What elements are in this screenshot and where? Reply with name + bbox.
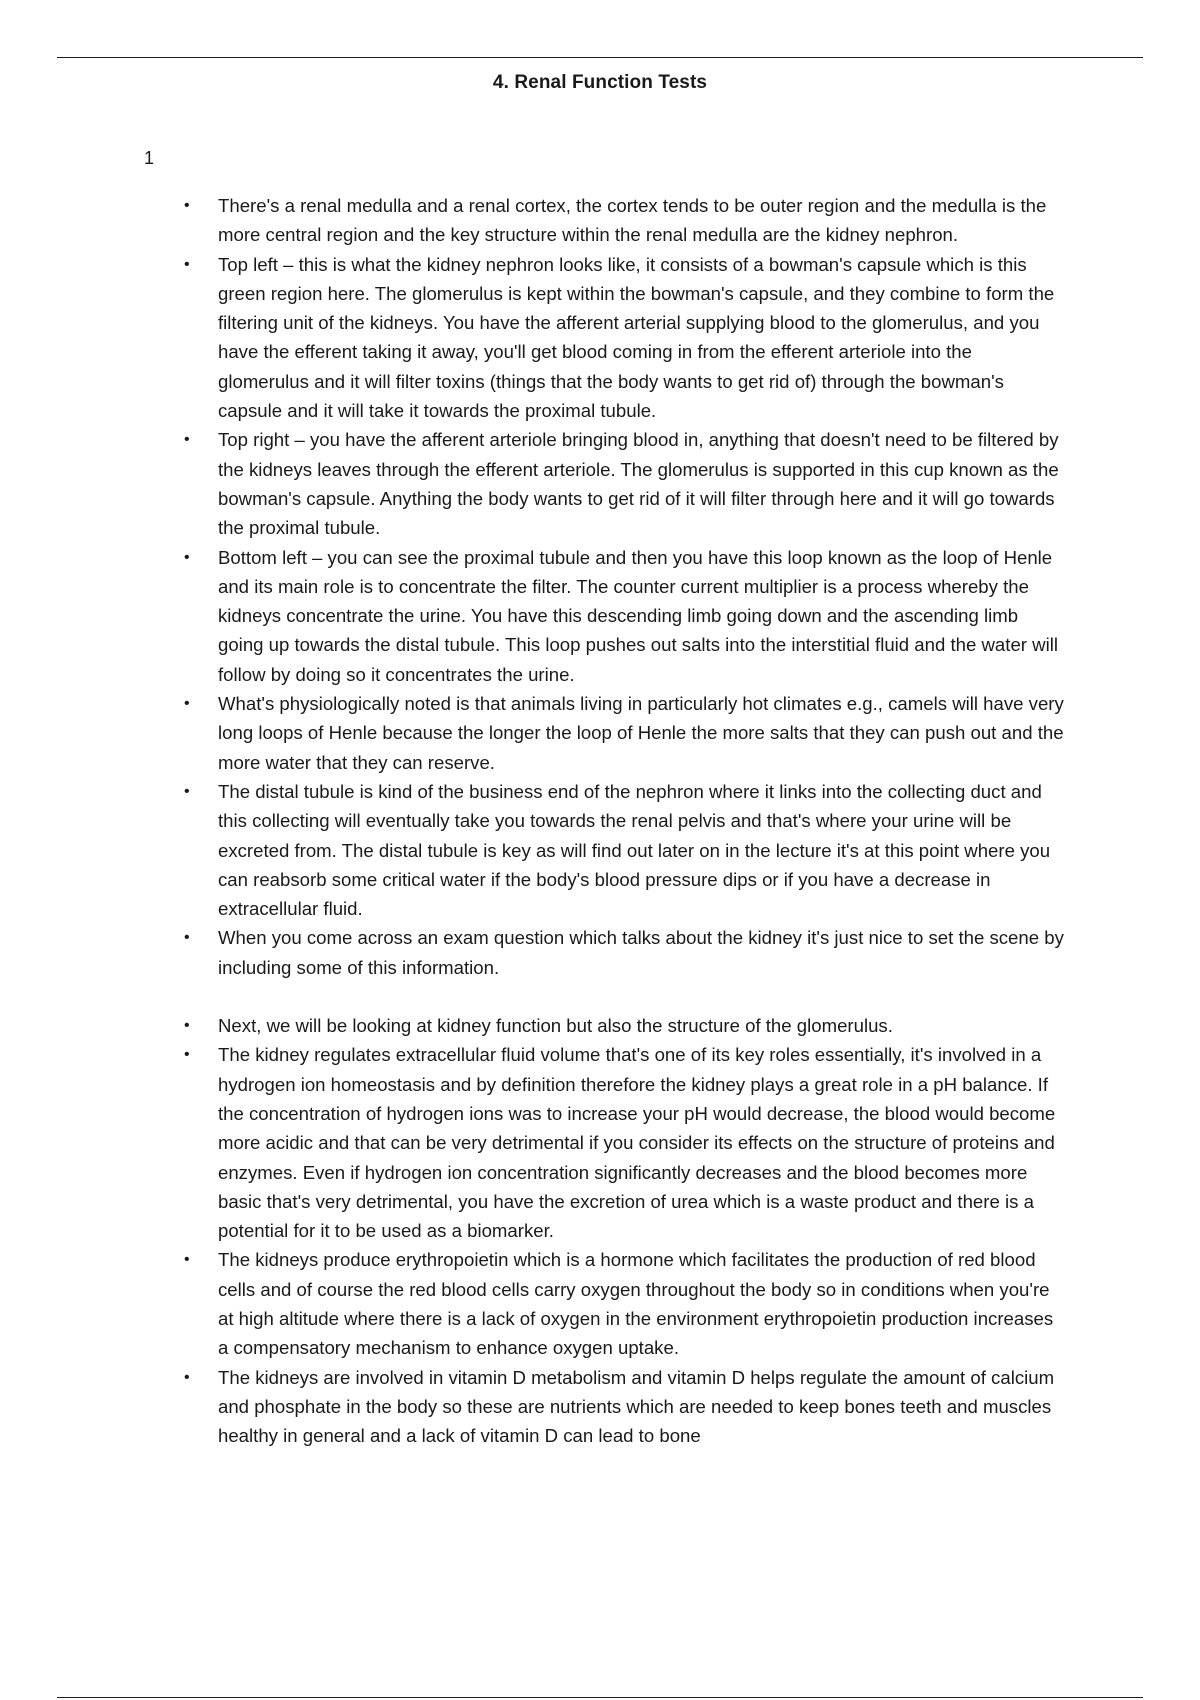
list-item [184,1363,1068,1451]
page-number: 1 [144,148,155,168]
list-item [184,777,1068,923]
bullet-icon: • [184,431,190,449]
list-item [184,1011,1068,1040]
list-item-text: Top left – this is what the kidney nephron looks like, it consists of a bowman's capsule which is this green region here. The glomerulus is kept within the bowman's capsule, and they combine to form the filtering unit of the kidneys. You have the afferent arterial supplying blood to the glomerulus, and you have the efferent taking it away, you'll get blood coming in from the efferent arteriole into the glomerulus and it will filter toxins (things that the body wants to get rid of) through the bowman's capsule and it will take it towards the proximal tubule. [218,253,1055,422]
list-item-text: The kidneys produce erythropoietin which is a hormone which facilitates the production of red blood cells and of course the red blood cells carry oxygen throughout the body so in conditions when you're at high altitude where there is a lack of oxygen in the environment erythropoietin production increases a compensatory mechanism to enhance oxygen uptake. [218,1249,1054,1359]
bullet-icon: • [184,548,190,566]
list-item [184,689,1068,777]
list-item [184,1245,1068,1362]
list-item-text: Next, we will be looking at kidney function but also the structure of the glomerulus. [218,1015,893,1037]
bullet-icon: • [184,1368,190,1386]
list-item [184,1040,1068,1245]
list-item-text: There's a renal medulla and a renal cortex, the cortex tends to be outer region and the medulla is the more central region and the key structure within the renal medulla are the kidney nephron. [218,195,1047,246]
list-item [184,543,1068,689]
document-body [184,191,1068,1450]
bullet-icon: • [184,782,190,800]
bullet-list-section-two [184,1011,1068,1450]
page-title: 4. Renal Function Tests [492,72,708,93]
bullet-icon: • [184,1251,190,1269]
list-item-text: The kidney regulates extracellular fluid volume that's one of its key roles essentially, it's involved in a hydrogen ion homeostasis and by definition therefore the kidney plays a great role in a pH balance. If the concentration of hydrogen ions was to increase your pH would decrease, the blood would become more acidic and that can be very detrimental if you consider its effects on the structure of proteins and enzymes. Even if hydrogen ion concentration significantly decreases and the blood becomes more basic that's very detrimental, you have the excretion of urea which is a waste product and there is a potential for it to be used as a biomarker. [218,1044,1056,1242]
list-item [184,250,1068,426]
bullet-icon: • [184,1017,190,1035]
list-item-text: Top right – you have the afferent arteriole bringing blood in, anything that doesn't need to be filtered by the kidneys leaves through the efferent arteriole. The glomerulus is supported in this cup known as the bowman's capsule. Anything the body wants to get rid of it will filter through here and it will go towards the proximal tubule. [218,429,1059,539]
list-item [184,425,1068,542]
list-item [184,923,1068,982]
list-item-text: What's physiologically noted is that animals living in particularly hot climates e.g., camels will have very long loops of Henle because the longer the loop of Henle the more salts that they can push out and the more water that they can reserve. [218,693,1064,773]
bottom-divider [57,1697,1143,1698]
list-item [184,191,1068,250]
list-item-text: The distal tubule is kind of the business end of the nephron where it links into the collecting duct and this collecting will eventually take you towards the renal pelvis and that's where your urine will be excreted from. The distal tubule is key as will find out later on in the lecture it's at this point where you can reabsorb some critical water if the body's blood pressure dips or if you have a decrease in extracellular fluid. [218,780,1051,920]
bullet-list-section-one [184,191,1068,982]
bullet-icon: • [184,1046,190,1064]
bullet-icon: • [184,929,190,947]
bullet-icon: • [184,197,190,214]
bullet-icon: • [184,255,190,273]
top-divider [57,57,1143,58]
list-item-text: The kidneys are involved in vitamin D metabolism and vitamin D helps regulate the amount of calcium and phosphate in the body so these are nutrients which are needed to keep bones teeth and muscles healthy in general and a lack of vitamin D can lead to bone [218,1366,1055,1447]
bullet-icon: • [184,695,190,713]
list-item-text: Bottom left – you can see the proximal tubule and then you have this loop known as the loop of Henle and its main role is to concentrate the filter. The counter current multiplier is a process whereby the kidneys concentrate the urine. You have this descending limb going down and the ascending limb going up towards the distal tubule. This loop pushes out salts into the interstitial fluid and the water will follow by doing so it concentrates the urine. [218,546,1058,685]
list-item-text: When you come across an exam question which talks about the kidney it's just nice to set the scene by including some of this information. [218,927,1064,978]
